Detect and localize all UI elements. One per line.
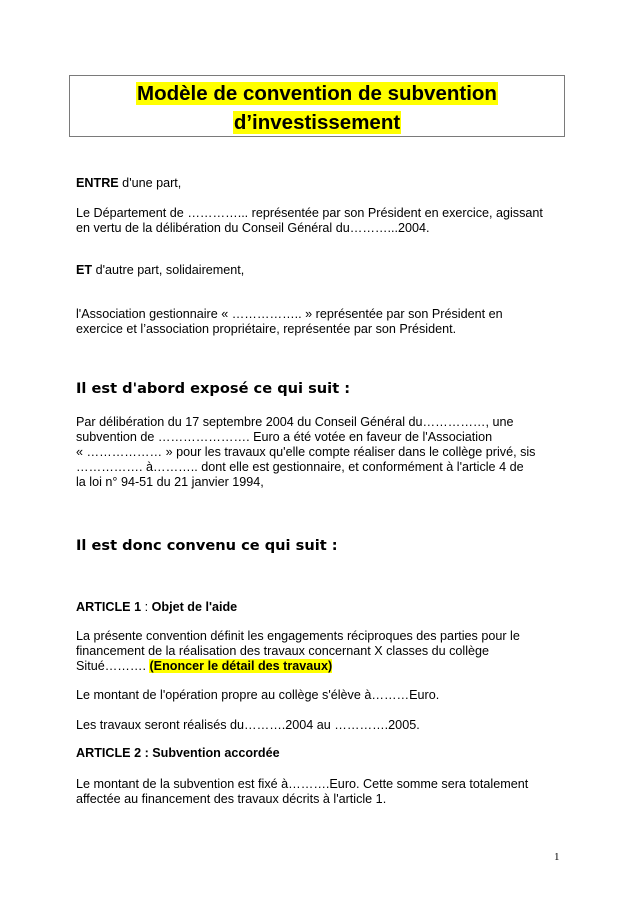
title-line-2: d’investissement	[233, 111, 401, 134]
article2-paragraph: Le montant de la subvention est fixé à……….Euro. Cette somme sera totalement affectée au financement des travaux décrits à l'article 1.	[76, 777, 529, 806]
article1-highlight: (Enoncer le détail des travaux)	[149, 659, 333, 673]
entre-paragraph: ENTRE d'une part,	[76, 176, 182, 190]
heading-expose: Il est d'abord exposé ce qui suit :	[76, 380, 351, 397]
departement-paragraph: Le Département de …………... représentée par son Président en exercice, agissant en vertu de la délibération du Conseil Général du………...2004.	[76, 206, 543, 235]
page-number: 1	[554, 851, 560, 863]
title-box	[69, 75, 565, 137]
heading-convenu: Il est donc convenu ce qui suit :	[76, 537, 338, 554]
article1-paragraph-3: Les travaux seront réalisés du……….2004 au ………….2005.	[76, 718, 420, 732]
article1-heading: ARTICLE 1 : Objet de l'aide	[76, 600, 238, 614]
article1-paragraph-1: La présente convention définit les engagements réciproques des parties pour le financement de la réalisation des travaux concernant X classes du collège Situé………. (Enoncer le détail des travaux)	[76, 629, 520, 673]
et-paragraph: ET d'autre part, solidairement,	[76, 263, 245, 277]
expose-paragraph: Par délibération du 17 septembre 2004 du Conseil Général du……………, une subvention de …………………. Euro a été votée en faveur de l'Association « ……………… » pour les travaux qu'elle compte réaliser dans le collège privé, sis ……………. à……….. dont elle est gestionnaire, et conformément à l'article 4 de la loi n° 94-51 du 21 janvier 1994,	[76, 415, 536, 489]
title-line-1: Modèle de convention de subvention	[137, 82, 497, 105]
association-paragraph: l'Association gestionnaire « …………….. » représentée par son Président en exercice et l’association propriétaire, représentée par son Président.	[76, 307, 503, 336]
article1-paragraph-2: Le montant de l'opération propre au collège s'élève à………Euro.	[76, 688, 440, 702]
article2-heading: ARTICLE 2 : Subvention accordée	[76, 746, 280, 760]
